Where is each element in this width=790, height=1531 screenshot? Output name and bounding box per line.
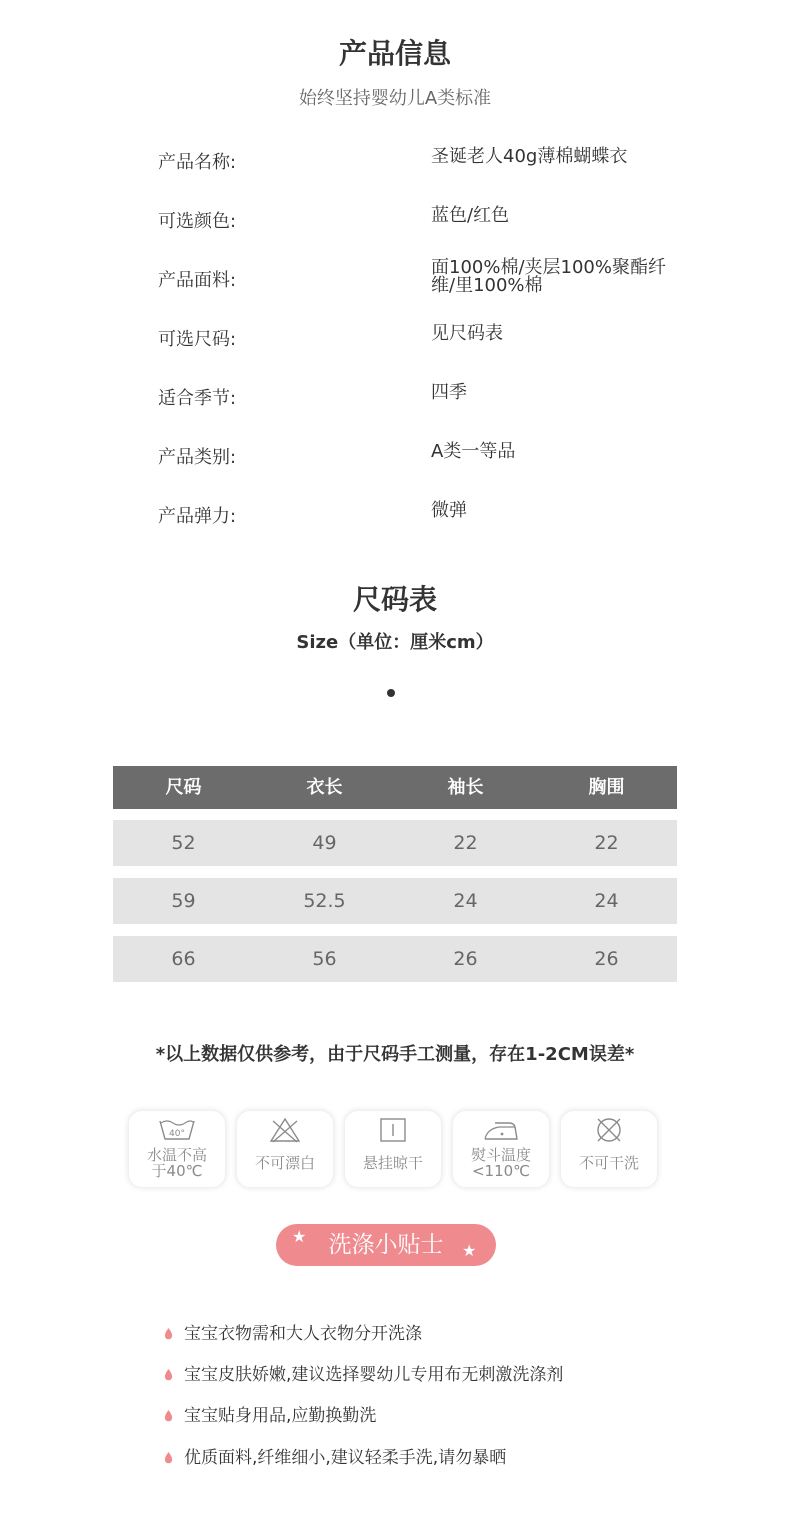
info-label: 产品类别: — [158, 447, 237, 468]
iron-icon — [481, 1117, 521, 1143]
care-item-no-bleach — [236, 1110, 334, 1188]
washing-tips-title: 洗涤小贴士 — [328, 1232, 444, 1258]
star-icon: ★ — [292, 1227, 307, 1246]
table-cell: 24 — [453, 890, 478, 912]
table-cell: 22 — [453, 832, 478, 854]
tip-text: 宝宝皮肤娇嫩,建议选择婴幼儿专用布无刺激洗涤剂 — [184, 1365, 564, 1385]
decorative-dot — [387, 689, 395, 697]
info-value: 见尺码表 — [431, 323, 503, 344]
table-cell: 24 — [594, 890, 619, 912]
table-cell: 22 — [594, 832, 619, 854]
info-value: A类一等品 — [431, 441, 516, 462]
hang-dry-icon — [373, 1117, 413, 1143]
care-item-iron — [452, 1110, 550, 1188]
table-cell: 59 — [171, 890, 196, 912]
care-label: 不可漂白 — [254, 1154, 315, 1172]
table-row — [113, 820, 677, 866]
care-label: 水温不高 于40℃ — [146, 1146, 207, 1180]
info-value: 蓝色/红色 — [431, 205, 510, 226]
info-label: 可选颜色: — [158, 211, 237, 232]
table-cell: 66 — [171, 948, 196, 970]
care-label: 悬挂晾干 — [362, 1154, 423, 1172]
care-label: 熨斗温度 <110℃ — [470, 1146, 531, 1180]
tip-text: 宝宝衣物需和大人衣物分开洗涤 — [184, 1324, 422, 1344]
info-label: 产品面料: — [158, 270, 237, 291]
table-cell: 49 — [312, 832, 337, 854]
tip-text: 宝宝贴身用品,应勤换勤洗 — [184, 1406, 377, 1426]
info-label: 产品弹力: — [158, 506, 237, 527]
table-header-cell: 衣长 — [306, 777, 343, 798]
list-item — [160, 1402, 760, 1430]
info-label: 产品名称: — [158, 152, 237, 173]
care-item-no-dry-clean — [560, 1110, 658, 1188]
wash-40-icon — [157, 1117, 197, 1143]
droplet-icon — [164, 1369, 173, 1381]
table-header-cell: 胸围 — [588, 777, 625, 798]
no-dry-clean-icon — [589, 1117, 629, 1143]
info-label: 适合季节: — [158, 388, 237, 409]
info-value: 面100%棉/夹层100%聚酯纤维/里100%棉 — [431, 257, 666, 296]
table-header-cell: 尺码 — [165, 777, 202, 798]
table-cell: 26 — [594, 948, 619, 970]
table-cell: 52 — [171, 832, 196, 854]
list-item — [160, 1320, 760, 1348]
size-chart-title: 尺码表 — [352, 583, 437, 616]
droplet-icon — [164, 1410, 173, 1422]
info-value: 微弹 — [431, 500, 467, 521]
list-item — [160, 1361, 760, 1389]
care-item-hang-dry — [344, 1110, 442, 1188]
care-symbols — [128, 1110, 668, 1186]
table-row — [113, 936, 677, 982]
table-header-row — [113, 766, 677, 809]
droplet-icon — [164, 1452, 173, 1464]
tip-text: 优质面料,纤维细小,建议轻柔手洗,请勿暴晒 — [184, 1448, 507, 1468]
list-item — [160, 1444, 760, 1472]
table-cell: 52.5 — [303, 890, 346, 912]
product-info-subtitle: 始终坚持婴幼儿A类标准 — [298, 88, 492, 109]
table-cell: 26 — [453, 948, 478, 970]
table-header-cell: 袖长 — [447, 777, 484, 798]
product-info-title: 产品信息 — [338, 37, 451, 70]
measurement-note: *以上数据仅供参考，由于尺码手工测量，存在1-2CM误差* — [155, 1044, 635, 1065]
table-row — [113, 878, 677, 924]
no-bleach-icon — [265, 1117, 305, 1143]
info-label: 可选尺码: — [158, 329, 237, 350]
care-item-wash — [128, 1110, 226, 1188]
droplet-icon — [164, 1328, 173, 1340]
washing-tips-banner — [276, 1224, 496, 1266]
info-value: 圣诞老人40g薄棉蝴蝶衣 — [431, 146, 628, 167]
wash-temp-text: 40° — [169, 1129, 185, 1139]
size-chart-subtitle: Size（单位：厘米cm） — [296, 632, 494, 653]
care-label: 不可干洗 — [578, 1154, 639, 1172]
info-value: 四季 — [431, 382, 467, 403]
table-cell: 56 — [312, 948, 337, 970]
star-icon: ★ — [462, 1241, 477, 1260]
